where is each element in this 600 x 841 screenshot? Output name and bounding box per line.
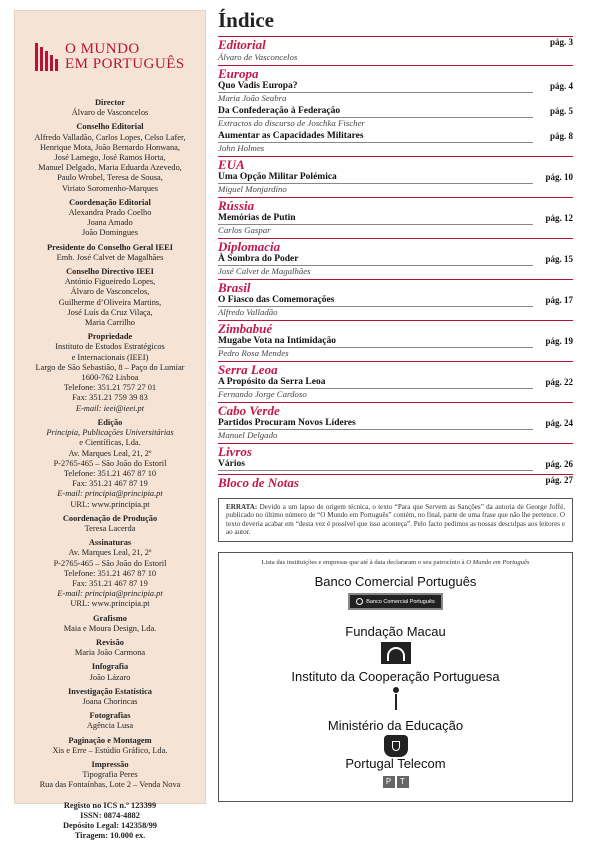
section-name: Diplomacia (218, 239, 281, 254)
bcp-logo-icon (348, 593, 442, 610)
credit-line: Agência Lusa (86, 721, 134, 731)
section-name: Cabo Verde (218, 403, 280, 418)
index-section (218, 320, 573, 358)
credit-line: Tipografia Peres (82, 770, 138, 780)
entry-title: Memórias de Putin (218, 213, 533, 225)
entry-page: pág. 3 (549, 37, 573, 47)
credit-line: Rua das Fontaínhas, Lote 2 – Venda Nova (39, 780, 181, 790)
credit-heading: Director (94, 98, 126, 107)
entry-author: Manuel Delgado (218, 430, 278, 440)
logo-mark-icon (35, 43, 59, 71)
logo-line-2: EM PORTUGUÊS (65, 56, 185, 72)
bcp-badge-text: Banco Comercial Português (366, 598, 435, 605)
credit-line: Paulo Wrobel, Teresa de Sousa, (57, 173, 163, 183)
entry-title: A Propósito da Serra Leoa (218, 377, 533, 389)
entry-page: pág. 27 (545, 475, 573, 485)
credit-line: 1600-762 Lisboa (81, 373, 139, 383)
credit-line: Joana Amado (87, 218, 133, 228)
logo-line-1: O MUNDO (65, 41, 140, 57)
index-sections (218, 36, 573, 490)
entry-title: Vários (218, 459, 533, 471)
sponsor-ministerio-educacao (219, 719, 572, 757)
index-section (218, 36, 573, 62)
section-name: Bloco de Notas (218, 475, 299, 490)
magazine-logo (15, 11, 205, 83)
errata-box (218, 498, 573, 542)
credit-heading: Infografia (91, 662, 129, 672)
entry-title: À Sombra do Poder (218, 254, 533, 266)
entry-page: pág. 8 (549, 131, 573, 141)
credit-line: Fax: 351.21 467 87 19 (72, 578, 148, 588)
index-column (218, 6, 573, 802)
errata-text: Devido a um lapso de origem técnica, o texto “Para que Servem as Sanções” da autoria de George Joffé, publicado no último número de “O Mundo em Português” contém, no final, parte de uma frase que não lhe pertence. O texto deveria acabar em “desta vez é possível que isso aconteça”. Pelo facto pedimos as nossas desculpas aos leitores e ao autor. (226, 503, 565, 537)
entry-author: Pedro Rosa Mendes (218, 348, 289, 358)
index-entry[interactable] (218, 459, 573, 471)
credit-heading: Propriedade (87, 332, 133, 342)
credit-line: P-2765-465 – São João do Estoril (53, 558, 167, 568)
credit-line: Maria João Carmona (74, 648, 146, 658)
sponsor-portugal-telecom (219, 757, 572, 789)
entry-author: Miguel Monjardino (218, 184, 287, 194)
registration-line: Depósito Legal: 142358/99 (63, 821, 157, 830)
entry-page: pág. 4 (549, 81, 573, 91)
index-section (218, 197, 573, 235)
entry-title: O Fiasco das Comemorações (218, 295, 533, 307)
section-name: Brasil (218, 280, 251, 295)
index-entry[interactable] (218, 254, 573, 276)
index-entry[interactable] (218, 336, 573, 358)
masthead-column (14, 10, 206, 841)
entry-page: pág. 15 (545, 254, 573, 264)
credit-line: Maia e Moura Design, Lda. (63, 623, 157, 633)
entry-title: Aumentar as Capacidades Militares (218, 131, 533, 143)
credit-line: E-mail: principia@principia.pt (57, 589, 163, 599)
credit-line: Alexandra Prado Coelho (68, 208, 152, 218)
entry-page: pág. 10 (545, 172, 573, 182)
credit-heading: Conselho Directivo IEEI (66, 267, 154, 277)
index-entry[interactable] (218, 106, 573, 128)
credit-heading: Edição (97, 417, 123, 427)
section-name: Rússia (218, 198, 255, 213)
index-section (218, 474, 573, 490)
index-section (218, 402, 573, 440)
entry-page: pág. 24 (545, 418, 573, 428)
sponsors-intro (219, 553, 572, 567)
credit-heading: Fotografias (89, 711, 131, 721)
icp-logo-icon (393, 687, 399, 711)
credit-heading: Presidente do Conselho Geral IEEI (47, 242, 173, 252)
credit-line: Av. Marques Leal, 21, 2º (68, 448, 152, 458)
credit-line: Telefone: 351.21 757 27 01 (63, 383, 157, 393)
sponsor-name: Ministério da Educação (327, 717, 464, 733)
credit-line: Av. Marques Leal, 21, 2º (68, 548, 152, 558)
registration-line: ISSN: 0874-4882 (80, 810, 140, 820)
credit-heading: Conselho Editorial (76, 122, 144, 132)
credit-line: e Internacionais (IEEI) (71, 352, 149, 362)
credit-heading: Coordenação Editorial (69, 197, 151, 207)
credit-line: Teresa Lacerda (84, 523, 136, 533)
entry-author: Alfredo Valladão (218, 307, 278, 317)
sponsor-name: Portugal Telecom (345, 755, 446, 771)
credit-line: José Luís da Cruz Vilaça, (67, 307, 153, 317)
index-entry[interactable] (218, 81, 573, 103)
registration-line: Tiragem: 10.000 ex. (74, 831, 146, 841)
credit-line: Largo de São Sebastião, 8 – Paço do Lumiar (35, 362, 185, 372)
credit-line: Viriato Soromenho-Marques (61, 183, 159, 193)
credit-heading: Impressão (91, 759, 129, 769)
sponsors-intro-text: Lista das instituições e empresas que até à data declararam o seu patrocínio à (261, 558, 467, 566)
entry-author: Fernando Jorge Cardoso (218, 389, 307, 399)
credit-line: Guilherme d’Oliveira Martins, (58, 297, 162, 307)
credit-line: Principia, Publicações Universitárias (46, 428, 174, 438)
fundacao-macau-logo-icon (381, 642, 411, 664)
credit-line: Maria Carrilho (84, 318, 135, 328)
credits-list (15, 98, 205, 791)
credit-line: P-2765-465 – São João do Estoril (53, 458, 167, 468)
index-section (218, 361, 573, 399)
credit-line: Manuel Delgado, Maria Eduarda Azevedo, (38, 163, 182, 173)
index-entry[interactable] (218, 213, 573, 235)
index-section (218, 443, 573, 471)
credit-line: Alfredo Valladão, Carlos Lopes, Celso Lafer, (34, 132, 186, 142)
index-entry[interactable] (218, 172, 573, 194)
entry-author: Carlos Gaspar (218, 225, 271, 235)
credit-heading: Paginação e Montagem (68, 735, 152, 745)
errata-label: ERRATA: (226, 503, 258, 511)
entry-author: Maria João Seabra (218, 93, 287, 103)
sponsor-bcp (219, 575, 572, 610)
credit-line: URL: www.principia.pt (70, 499, 150, 509)
credit-line: Fax: 351.21 759 39 83 (72, 393, 148, 403)
credit-line: António Figueiredo Lopes, (64, 277, 156, 287)
index-entry[interactable] (218, 131, 573, 153)
entry-title: Uma Opção Militar Polémica (218, 172, 533, 184)
credit-line: Emb. José Calvet de Magalhães (56, 252, 164, 262)
entry-page: pág. 12 (545, 213, 573, 223)
sponsor-name: Fundação Macau (345, 623, 446, 639)
index-entry[interactable] (218, 295, 573, 317)
entry-page: pág. 17 (545, 295, 573, 305)
coat-of-arms-icon (384, 735, 408, 757)
credit-line: E-mail: principia@principia.pt (57, 489, 163, 499)
credit-line: Telefone: 351.21 467 87 10 (63, 468, 157, 478)
index-entry[interactable] (218, 418, 573, 440)
credit-heading: Revisão (96, 637, 124, 647)
registration-line: Registo no ICS n.º 123399 (63, 800, 157, 810)
section-name: Serra Leoa (218, 362, 278, 377)
credit-line: Joana Chorincas (82, 696, 138, 706)
credit-heading: Coordenação de Produção (62, 513, 158, 523)
entry-page: pág. 22 (545, 377, 573, 387)
index-section (218, 156, 573, 194)
credit-line: Henrique Mota, João Bernardo Honwana, (39, 142, 180, 152)
sponsor-name: Instituto da Cooperação Portuguesa (291, 668, 500, 684)
credit-line: João Domingues (81, 228, 139, 238)
entry-title: Partidos Procuram Novos Líderes (218, 418, 533, 430)
credit-heading: Assinaturas (88, 538, 132, 548)
credit-line: Fax: 351.21 467 87 19 (72, 479, 148, 489)
index-title: Índice (218, 8, 275, 32)
index-section (218, 238, 573, 276)
sponsor-name: Banco Comercial Português (314, 573, 477, 589)
credit-line: URL: www.principia.pt (70, 599, 150, 609)
index-section (218, 279, 573, 317)
section-name: Europa (218, 66, 259, 81)
credit-heading: Investigação Estatística (68, 686, 152, 696)
section-name: Editorial (218, 37, 266, 52)
pt-badge-letter: T (397, 776, 409, 788)
sponsor-icp (219, 670, 572, 711)
entry-author: John Holmes (218, 143, 265, 153)
pt-logo-icon (383, 776, 409, 788)
sponsor-fundacao-macau (219, 625, 572, 664)
entry-title: Quo Vadis Europa? (218, 81, 533, 93)
index-entry[interactable] (218, 377, 573, 399)
credit-line: Álvaro de Vasconcelos, (70, 287, 150, 297)
entry-author: Álvaro de Vasconcelos (218, 52, 298, 62)
sponsors-box (218, 552, 573, 802)
section-name: Zimbabué (218, 321, 273, 336)
entry-title: Da Confederação à Federação (218, 106, 533, 118)
credit-line: e Científicas, Lda. (79, 438, 141, 448)
section-name: Livros (218, 444, 252, 459)
sponsors-intro-title: O Mundo em Português (466, 558, 530, 566)
entry-page: pág. 19 (545, 336, 573, 346)
registration-block (15, 801, 205, 841)
logo-text (65, 42, 185, 72)
credit-line: Instituto de Estudos Estratégicos (55, 342, 165, 352)
credit-line: Telefone: 351.21 467 87 10 (63, 568, 157, 578)
index-section (218, 65, 573, 153)
section-name: EUA (218, 157, 245, 172)
credit-heading: Grafismo (93, 613, 127, 623)
credit-line: João Lázaro (89, 672, 131, 682)
credit-line: Álvaro de Vasconcelos (71, 108, 149, 118)
entry-page: pág. 26 (545, 459, 573, 469)
credit-line: Xis e Erre – Estúdio Gráfico, Lda. (52, 745, 168, 755)
entry-author: Extractos do discurso de Joschka Fischer (218, 118, 365, 128)
entry-title: Mugabe Vota na Intimidação (218, 336, 533, 348)
entry-page: pág. 5 (549, 106, 573, 116)
entry-author: José Calvet de Magalhães (218, 266, 311, 276)
pt-badge-letter: P (383, 776, 395, 788)
credit-line: E-mail: ieei@ieei.pt (75, 403, 145, 413)
credit-line: José Lamego, José Ramos Horta, (54, 153, 166, 163)
